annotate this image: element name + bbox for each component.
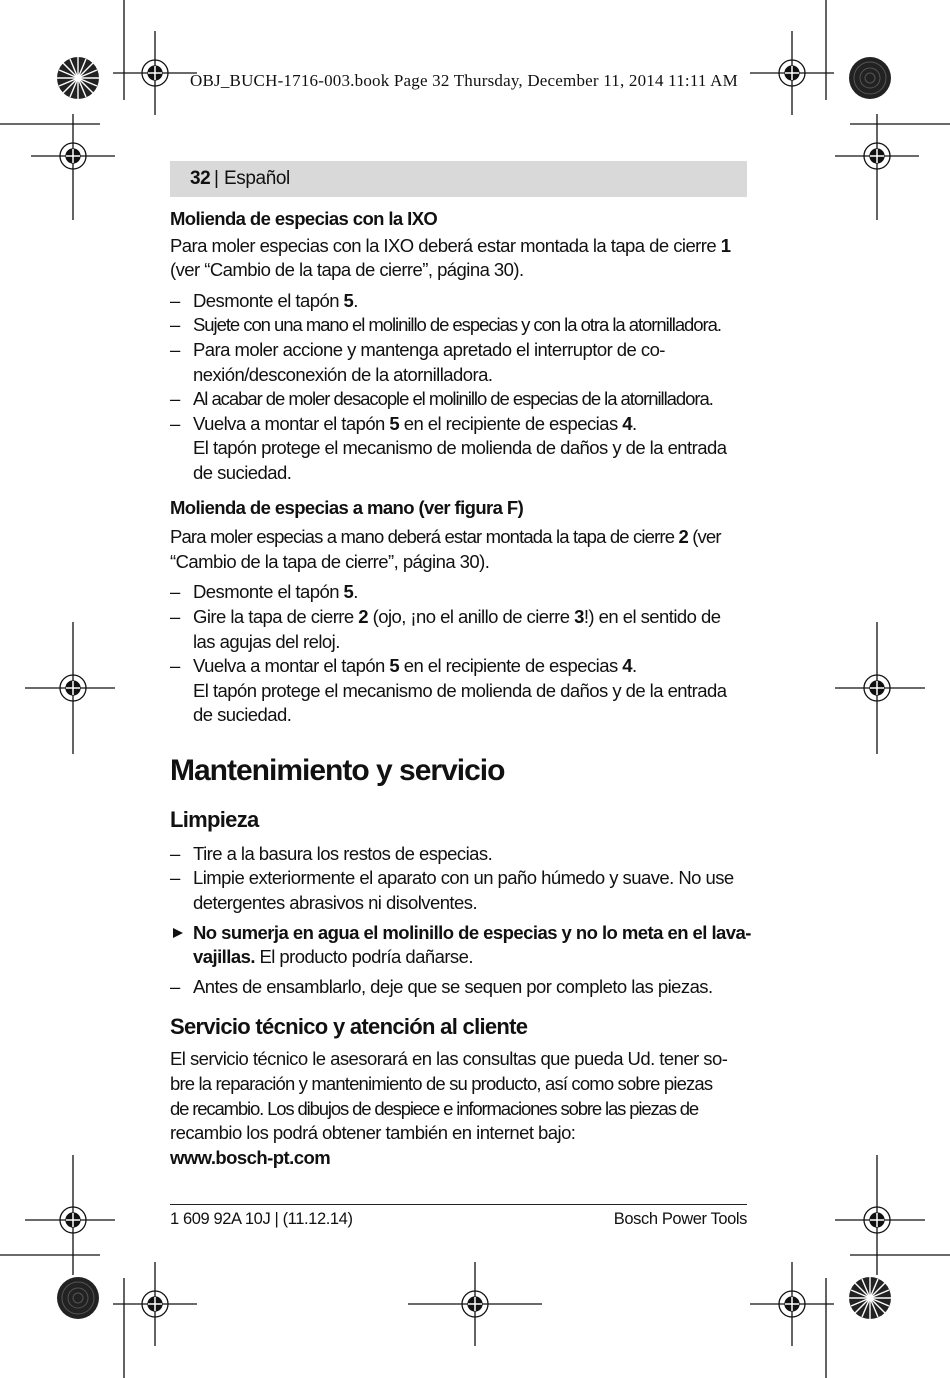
registration-crosshair-icon: [25, 1155, 115, 1275]
starburst-target-icon: [849, 1277, 891, 1319]
page-number: 32: [190, 168, 211, 189]
paragraph-line: El servicio técnico le asesorará en las consultas que pueda Ud. tener so-: [170, 1048, 728, 1070]
starburst-target-icon: [849, 57, 891, 99]
footer-document-id: 1 609 92A 10J | (11.12.14): [170, 1210, 353, 1228]
list-item: – Vuelva a montar el tapón 5 en el recipiente de especias 4. El tapón protege el mecanismo de molienda de daños y de la entrada de suciedad.: [170, 412, 727, 483]
footer-brand: Bosch Power Tools: [613, 1210, 747, 1228]
page-language: Español: [224, 168, 290, 189]
subsection-title-cleaning: Limpieza: [170, 806, 259, 832]
starburst-target-icon: [57, 1277, 99, 1319]
registration-crosshair-icon: [113, 1262, 197, 1346]
service-paragraph: [170, 1047, 750, 1170]
warning-triangle-icon: [173, 928, 183, 938]
registration-crosshair-icon: [750, 1262, 834, 1346]
print-slug: OBJ_BUCH-1716-003.book Page 32 Thursday, December 11, 2014 11:11 AM: [190, 71, 738, 90]
list-item: – Sujete con una mano el molinillo de especias y con la otra la atornilladora.: [170, 314, 721, 336]
page-body: [170, 205, 750, 1170]
header-separator: |: [214, 168, 219, 189]
paragraph-line: bre la reparación y mantenimiento de su producto, así como sobre piezas: [170, 1073, 713, 1095]
registration-crosshair-icon: [835, 622, 925, 754]
section-title-ixo: Molienda de especias con la IXO: [170, 208, 438, 229]
step-list: [170, 580, 750, 728]
cleaning-list: [170, 842, 750, 1000]
registration-crosshair-icon: [25, 622, 115, 754]
list-item: – Limpie exteriormente el aparato con un paño húmedo y suave. No use detergentes abrasivos ni disolventes.: [170, 867, 734, 914]
service-url-link[interactable]: www.bosch-pt.com: [170, 1146, 331, 1168]
starburst-target-icon: [57, 57, 99, 99]
chapter-title: Mantenimiento y servicio: [170, 753, 505, 787]
list-item: – Desmonte el tapón 5.: [170, 581, 358, 603]
paragraph-line: de recambio. Los dibujos de despiece e informaciones sobre las piezas de: [170, 1097, 699, 1119]
list-item: – Tire a la basura los restos de especias.: [170, 842, 493, 864]
list-item: – Al acabar de moler desacople el molinillo de especias de la atornilladora.: [170, 388, 713, 410]
registration-crosshair-icon: [835, 114, 919, 220]
list-item: – Desmonte el tapón 5.: [170, 289, 358, 311]
warning-item: No sumerja en agua el molinillo de especias y no lo meta en el lava- vajillas. El producto podría dañarse.: [170, 921, 750, 970]
footer-rule: [170, 1204, 747, 1205]
registration-crosshair-icon: [835, 1155, 925, 1275]
paragraph-line: recambio los podrá obtener también en internet bajo:: [170, 1122, 576, 1144]
paragraph-line: Para moler especias a mano deberá estar montada la tapa de cierre 2 (ver: [170, 526, 721, 548]
paragraph-line: “Cambio de la tapa de cierre”, página 30).: [170, 550, 490, 572]
registration-crosshair-icon: [113, 31, 197, 115]
list-item: – Antes de ensamblarlo, deje que se sequen por completo las piezas.: [170, 975, 713, 997]
paragraph-line: (ver “Cambio de la tapa de cierre”, página 30).: [170, 259, 524, 281]
registration-crosshair-icon: [408, 1262, 542, 1346]
step-list: [170, 289, 750, 486]
paragraph-line: Para moler especias con la IXO deberá estar montada la tapa de cierre 1: [170, 234, 731, 256]
registration-crosshair-icon: [750, 31, 834, 115]
list-item: – Para moler accione y mantenga apretado el interruptor de co- nexión/desconexión de la atornilladora.: [170, 338, 665, 385]
list-item: – Gire la tapa de cierre 2 (ojo, ¡no el anillo de cierre 3!) en el sentido de las agujas del reloj.: [170, 605, 721, 652]
subsection-title-service: Servicio técnico y atención al cliente: [170, 1014, 528, 1040]
list-item: – Vuelva a montar el tapón 5 en el recipiente de especias 4. El tapón protege el mecanismo de molienda de daños y de la entrada de suciedad.: [170, 655, 727, 726]
section-title-manual: Molienda de especias a mano (ver figura F): [170, 496, 524, 518]
registration-crosshair-icon: [31, 114, 115, 220]
